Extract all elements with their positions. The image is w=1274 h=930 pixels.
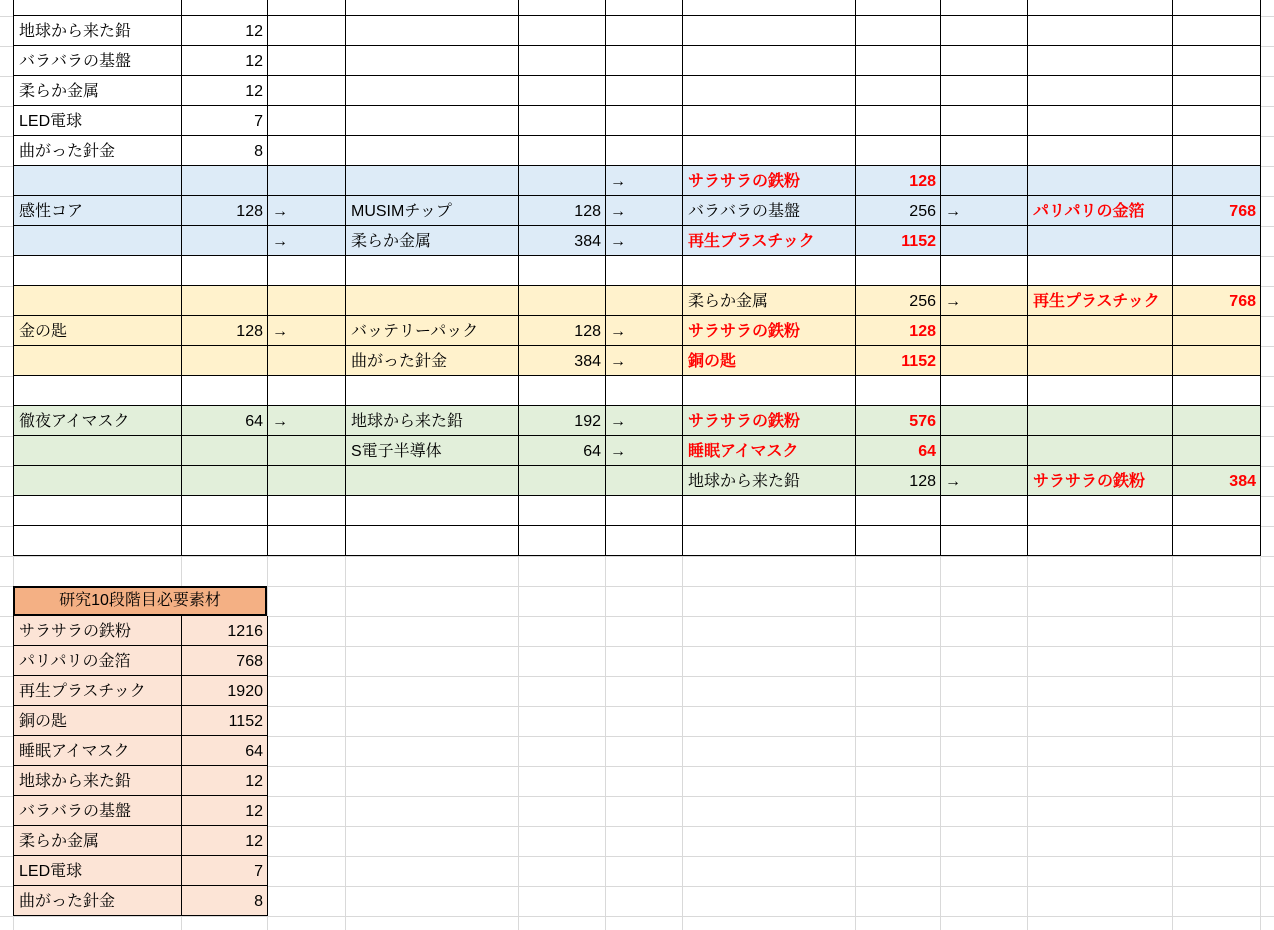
empty-cell[interactable] <box>268 256 346 286</box>
summary-item-cell[interactable]: パリパリの金箔 <box>14 646 182 676</box>
empty-cell[interactable] <box>14 466 182 496</box>
result-name-cell[interactable]: 再生プラスチック <box>1028 286 1173 316</box>
grid-row <box>14 316 1261 346</box>
empty-cell[interactable] <box>1028 0 1173 16</box>
grid-row <box>14 286 1261 316</box>
arrow-cell[interactable]: → <box>606 406 683 436</box>
grid-row <box>14 466 1261 496</box>
empty-cell[interactable] <box>519 16 606 46</box>
empty-cell[interactable] <box>14 226 182 256</box>
grid-row <box>14 526 1261 556</box>
empty-cell[interactable] <box>1173 256 1261 286</box>
empty-cell[interactable] <box>856 256 941 286</box>
item-name-cell[interactable]: 柔らか金属 <box>683 286 856 316</box>
grid-row <box>14 376 1261 406</box>
empty-cell[interactable] <box>941 406 1028 436</box>
quantity-cell[interactable]: 128 <box>182 316 268 346</box>
quantity-cell[interactable]: 192 <box>519 406 606 436</box>
item-name-cell[interactable]: バラバラの基盤 <box>14 46 182 76</box>
grid-row <box>14 76 1261 106</box>
empty-cell[interactable] <box>606 136 683 166</box>
empty-cell[interactable] <box>14 376 182 406</box>
summary-item-cell[interactable]: 再生プラスチック <box>14 676 182 706</box>
summary-table-title-cell[interactable]: 研究10段階目必要素材 <box>13 586 267 616</box>
grid-row <box>14 226 1261 256</box>
grid-row <box>14 196 1261 226</box>
summary-item-cell[interactable]: 曲がった針金 <box>14 886 182 916</box>
empty-cell[interactable] <box>606 286 683 316</box>
grid-row <box>14 406 1261 436</box>
quantity-cell[interactable]: 384 <box>519 226 606 256</box>
summary-item-cell[interactable]: 柔らか金属 <box>14 826 182 856</box>
empty-cell[interactable] <box>1173 316 1261 346</box>
empty-cell[interactable] <box>683 0 856 16</box>
result-quantity-cell[interactable]: 576 <box>856 406 941 436</box>
empty-cell[interactable] <box>1028 226 1173 256</box>
empty-cell[interactable] <box>346 376 519 406</box>
empty-cell[interactable] <box>941 226 1028 256</box>
result-quantity-cell[interactable]: 128 <box>856 316 941 346</box>
empty-cell[interactable] <box>519 496 606 526</box>
empty-cell[interactable] <box>346 256 519 286</box>
empty-cell[interactable] <box>519 136 606 166</box>
empty-cell[interactable] <box>346 76 519 106</box>
result-name-cell[interactable]: 睡眠アイマスク <box>683 436 856 466</box>
summary-item-cell[interactable]: サラサラの鉄粉 <box>14 616 182 646</box>
summary-qty-cell[interactable]: 12 <box>182 796 268 826</box>
summary-row <box>14 616 268 646</box>
gridline <box>0 556 1274 557</box>
empty-cell[interactable] <box>14 0 182 16</box>
empty-cell[interactable] <box>14 526 182 556</box>
empty-cell[interactable] <box>268 436 346 466</box>
result-name-cell[interactable]: 再生プラスチック <box>683 226 856 256</box>
item-name-cell[interactable]: 曲がった針金 <box>14 136 182 166</box>
quantity-cell[interactable]: 64 <box>519 436 606 466</box>
item-name-cell[interactable]: 地球から来た鉛 <box>346 406 519 436</box>
empty-cell[interactable] <box>856 496 941 526</box>
item-name-cell[interactable]: 地球から来た鉛 <box>14 16 182 46</box>
arrow-cell[interactable]: → <box>606 346 683 376</box>
empty-cell[interactable] <box>1028 136 1173 166</box>
item-name-cell[interactable]: バッテリーパック <box>346 316 519 346</box>
empty-cell[interactable] <box>182 226 268 256</box>
empty-cell[interactable] <box>519 466 606 496</box>
grid-row <box>14 436 1261 466</box>
item-name-cell[interactable]: 感性コア <box>14 196 182 226</box>
summary-qty-cell[interactable]: 768 <box>182 646 268 676</box>
arrow-cell[interactable]: → <box>268 406 346 436</box>
summary-item-cell[interactable]: バラバラの基盤 <box>14 796 182 826</box>
empty-cell[interactable] <box>14 166 182 196</box>
summary-row <box>14 766 268 796</box>
summary-row <box>14 856 268 886</box>
empty-cell[interactable] <box>941 526 1028 556</box>
result-quantity-cell[interactable]: 768 <box>1173 196 1261 226</box>
empty-cell[interactable] <box>182 496 268 526</box>
summary-qty-cell[interactable]: 12 <box>182 766 268 796</box>
empty-cell[interactable] <box>346 496 519 526</box>
arrow-cell[interactable]: → <box>941 466 1028 496</box>
empty-cell[interactable] <box>683 496 856 526</box>
empty-cell[interactable] <box>1028 106 1173 136</box>
empty-cell[interactable] <box>1028 526 1173 556</box>
empty-cell[interactable] <box>1028 346 1173 376</box>
empty-cell[interactable] <box>941 136 1028 166</box>
empty-cell[interactable] <box>519 286 606 316</box>
empty-cell[interactable] <box>346 466 519 496</box>
empty-cell[interactable] <box>1028 46 1173 76</box>
item-name-cell[interactable]: 徹夜アイマスク <box>14 406 182 436</box>
summary-item-cell[interactable]: 地球から来た鉛 <box>14 766 182 796</box>
empty-cell[interactable] <box>683 46 856 76</box>
gridline <box>0 916 1274 917</box>
summary-qty-cell[interactable]: 8 <box>182 886 268 916</box>
empty-cell[interactable] <box>182 466 268 496</box>
arrow-cell[interactable]: → <box>606 226 683 256</box>
item-name-cell[interactable]: 金の匙 <box>14 316 182 346</box>
summary-row <box>14 796 268 826</box>
empty-cell[interactable] <box>1173 16 1261 46</box>
empty-cell[interactable] <box>182 256 268 286</box>
empty-cell[interactable] <box>606 0 683 16</box>
empty-cell[interactable] <box>1173 526 1261 556</box>
summary-qty-cell[interactable]: 1216 <box>182 616 268 646</box>
empty-cell[interactable] <box>1173 226 1261 256</box>
result-name-cell[interactable]: 銅の匙 <box>683 346 856 376</box>
empty-cell[interactable] <box>346 16 519 46</box>
empty-cell[interactable] <box>606 16 683 46</box>
summary-row <box>14 676 268 706</box>
quantity-cell[interactable]: 12 <box>182 76 268 106</box>
empty-cell[interactable] <box>182 436 268 466</box>
grid-row <box>14 256 1261 286</box>
empty-cell[interactable] <box>683 76 856 106</box>
empty-cell[interactable] <box>182 286 268 316</box>
arrow-cell[interactable]: → <box>606 166 683 196</box>
quantity-cell[interactable]: 7 <box>182 106 268 136</box>
empty-cell[interactable] <box>1173 136 1261 166</box>
empty-cell[interactable] <box>346 46 519 76</box>
result-name-cell[interactable]: サラサラの鉄粉 <box>683 316 856 346</box>
empty-cell[interactable] <box>346 286 519 316</box>
empty-cell[interactable] <box>346 106 519 136</box>
empty-cell[interactable] <box>683 376 856 406</box>
quantity-cell[interactable]: 128 <box>182 196 268 226</box>
grid-row <box>14 166 1261 196</box>
empty-cell[interactable] <box>14 436 182 466</box>
summary-qty-cell[interactable]: 12 <box>182 826 268 856</box>
quantity-cell[interactable]: 256 <box>856 286 941 316</box>
empty-cell[interactable] <box>346 0 519 16</box>
empty-cell[interactable] <box>606 76 683 106</box>
empty-cell[interactable] <box>14 256 182 286</box>
empty-cell[interactable] <box>268 136 346 166</box>
empty-cell[interactable] <box>519 106 606 136</box>
research-materials-table <box>13 586 268 916</box>
item-name-cell[interactable]: S電子半導体 <box>346 436 519 466</box>
grid-row <box>14 46 1261 76</box>
empty-cell[interactable] <box>519 76 606 106</box>
empty-cell[interactable] <box>606 376 683 406</box>
result-name-cell[interactable]: サラサラの鉄粉 <box>683 406 856 436</box>
empty-cell[interactable] <box>683 106 856 136</box>
item-name-cell[interactable]: 曲がった針金 <box>346 346 519 376</box>
result-name-cell[interactable]: パリパリの金箔 <box>1028 196 1173 226</box>
empty-cell[interactable] <box>519 0 606 16</box>
result-quantity-cell[interactable]: 64 <box>856 436 941 466</box>
arrow-cell[interactable]: → <box>268 196 346 226</box>
result-quantity-cell[interactable]: 768 <box>1173 286 1261 316</box>
empty-cell[interactable] <box>1173 346 1261 376</box>
empty-cell[interactable] <box>941 346 1028 376</box>
empty-cell[interactable] <box>856 16 941 46</box>
summary-row <box>14 886 268 916</box>
arrow-cell[interactable]: → <box>606 436 683 466</box>
arrow-cell[interactable]: → <box>268 316 346 346</box>
empty-cell[interactable] <box>1028 376 1173 406</box>
quantity-cell[interactable]: 8 <box>182 136 268 166</box>
empty-cell[interactable] <box>1028 436 1173 466</box>
empty-cell[interactable] <box>268 166 346 196</box>
grid-row <box>14 16 1261 46</box>
summary-qty-cell[interactable]: 7 <box>182 856 268 886</box>
quantity-cell[interactable]: 12 <box>182 46 268 76</box>
empty-cell[interactable] <box>1173 406 1261 436</box>
summary-qty-cell[interactable]: 1920 <box>182 676 268 706</box>
empty-cell[interactable] <box>268 0 346 16</box>
empty-cell[interactable] <box>268 16 346 46</box>
empty-cell[interactable] <box>1173 496 1261 526</box>
empty-cell[interactable] <box>182 0 268 16</box>
item-name-cell[interactable]: 柔らか金属 <box>346 226 519 256</box>
empty-cell[interactable] <box>856 526 941 556</box>
summary-item-cell[interactable]: 銅の匙 <box>14 706 182 736</box>
empty-cell[interactable] <box>1173 0 1261 16</box>
arrow-cell[interactable]: → <box>941 286 1028 316</box>
empty-cell[interactable] <box>683 16 856 46</box>
grid-row <box>14 496 1261 526</box>
summary-qty-cell[interactable]: 1152 <box>182 706 268 736</box>
empty-cell[interactable] <box>856 376 941 406</box>
empty-cell[interactable] <box>606 466 683 496</box>
arrow-cell[interactable]: → <box>606 316 683 346</box>
empty-cell[interactable] <box>856 106 941 136</box>
empty-cell[interactable] <box>182 376 268 406</box>
empty-cell[interactable] <box>14 346 182 376</box>
empty-cell[interactable] <box>1173 436 1261 466</box>
summary-item-cell[interactable]: LED電球 <box>14 856 182 886</box>
empty-cell[interactable] <box>519 256 606 286</box>
grid-row <box>14 0 1261 16</box>
empty-cell[interactable] <box>519 526 606 556</box>
empty-cell[interactable] <box>941 316 1028 346</box>
empty-cell[interactable] <box>1028 496 1173 526</box>
empty-cell[interactable] <box>941 76 1028 106</box>
empty-cell[interactable] <box>941 166 1028 196</box>
quantity-cell[interactable]: 128 <box>519 196 606 226</box>
summary-table-rows <box>13 616 268 916</box>
empty-cell[interactable] <box>1173 76 1261 106</box>
empty-cell[interactable] <box>268 376 346 406</box>
empty-cell[interactable] <box>1173 166 1261 196</box>
empty-cell[interactable] <box>1173 376 1261 406</box>
empty-cell[interactable] <box>346 526 519 556</box>
empty-cell[interactable] <box>1028 16 1173 46</box>
result-quantity-cell[interactable]: 1152 <box>856 226 941 256</box>
empty-cell[interactable] <box>1028 76 1173 106</box>
empty-cell[interactable] <box>519 46 606 76</box>
summary-row <box>14 646 268 676</box>
summary-row <box>14 736 268 766</box>
empty-cell[interactable] <box>941 496 1028 526</box>
quantity-cell[interactable]: 64 <box>182 406 268 436</box>
empty-cell[interactable] <box>683 526 856 556</box>
empty-cell[interactable] <box>1028 316 1173 346</box>
empty-cell[interactable] <box>1028 256 1173 286</box>
summary-row <box>14 706 268 736</box>
empty-cell[interactable] <box>856 136 941 166</box>
empty-cell[interactable] <box>606 526 683 556</box>
item-name-cell[interactable]: バラバラの基盤 <box>683 196 856 226</box>
empty-cell[interactable] <box>268 106 346 136</box>
empty-cell[interactable] <box>519 376 606 406</box>
arrow-cell[interactable]: → <box>268 226 346 256</box>
item-name-cell[interactable]: MUSIMチップ <box>346 196 519 226</box>
empty-cell[interactable] <box>941 0 1028 16</box>
result-quantity-cell[interactable]: 1152 <box>856 346 941 376</box>
empty-cell[interactable] <box>182 526 268 556</box>
empty-cell[interactable] <box>1028 406 1173 436</box>
result-quantity-cell[interactable]: 384 <box>1173 466 1261 496</box>
result-name-cell[interactable]: サラサラの鉄粉 <box>683 166 856 196</box>
empty-cell[interactable] <box>683 136 856 166</box>
empty-cell[interactable] <box>683 256 856 286</box>
arrow-cell[interactable]: → <box>606 196 683 226</box>
crafting-chain-grid <box>13 0 1261 556</box>
empty-cell[interactable] <box>268 76 346 106</box>
quantity-cell[interactable]: 128 <box>856 466 941 496</box>
quantity-cell[interactable]: 384 <box>519 346 606 376</box>
summary-row <box>14 826 268 856</box>
empty-cell[interactable] <box>519 166 606 196</box>
empty-cell[interactable] <box>268 286 346 316</box>
empty-cell[interactable] <box>606 106 683 136</box>
empty-cell[interactable] <box>606 496 683 526</box>
empty-cell[interactable] <box>856 0 941 16</box>
empty-cell[interactable] <box>941 436 1028 466</box>
empty-cell[interactable] <box>268 46 346 76</box>
grid-row <box>14 136 1261 166</box>
grid-row <box>14 106 1261 136</box>
empty-cell[interactable] <box>1028 166 1173 196</box>
summary-qty-cell[interactable]: 64 <box>182 736 268 766</box>
quantity-cell[interactable]: 128 <box>519 316 606 346</box>
empty-cell[interactable] <box>941 16 1028 46</box>
empty-cell[interactable] <box>182 346 268 376</box>
empty-cell[interactable] <box>941 46 1028 76</box>
item-name-cell[interactable]: 地球から来た鉛 <box>683 466 856 496</box>
grid-row <box>14 346 1261 376</box>
summary-item-cell[interactable]: 睡眠アイマスク <box>14 736 182 766</box>
empty-cell[interactable] <box>856 76 941 106</box>
empty-cell[interactable] <box>268 496 346 526</box>
empty-cell[interactable] <box>606 46 683 76</box>
empty-cell[interactable] <box>1173 46 1261 76</box>
item-name-cell[interactable]: LED電球 <box>14 106 182 136</box>
empty-cell[interactable] <box>268 466 346 496</box>
empty-cell[interactable] <box>14 286 182 316</box>
empty-cell[interactable] <box>268 346 346 376</box>
quantity-cell[interactable]: 256 <box>856 196 941 226</box>
arrow-cell[interactable]: → <box>941 196 1028 226</box>
empty-cell[interactable] <box>1173 106 1261 136</box>
empty-cell[interactable] <box>268 526 346 556</box>
quantity-cell[interactable]: 12 <box>182 16 268 46</box>
empty-cell[interactable] <box>941 376 1028 406</box>
empty-cell[interactable] <box>856 46 941 76</box>
empty-cell[interactable] <box>941 106 1028 136</box>
result-quantity-cell[interactable]: 128 <box>856 166 941 196</box>
empty-cell[interactable] <box>941 256 1028 286</box>
empty-cell[interactable] <box>346 136 519 166</box>
item-name-cell[interactable]: 柔らか金属 <box>14 76 182 106</box>
empty-cell[interactable] <box>346 166 519 196</box>
empty-cell[interactable] <box>606 256 683 286</box>
empty-cell[interactable] <box>182 166 268 196</box>
empty-cell[interactable] <box>14 496 182 526</box>
result-name-cell[interactable]: サラサラの鉄粉 <box>1028 466 1173 496</box>
